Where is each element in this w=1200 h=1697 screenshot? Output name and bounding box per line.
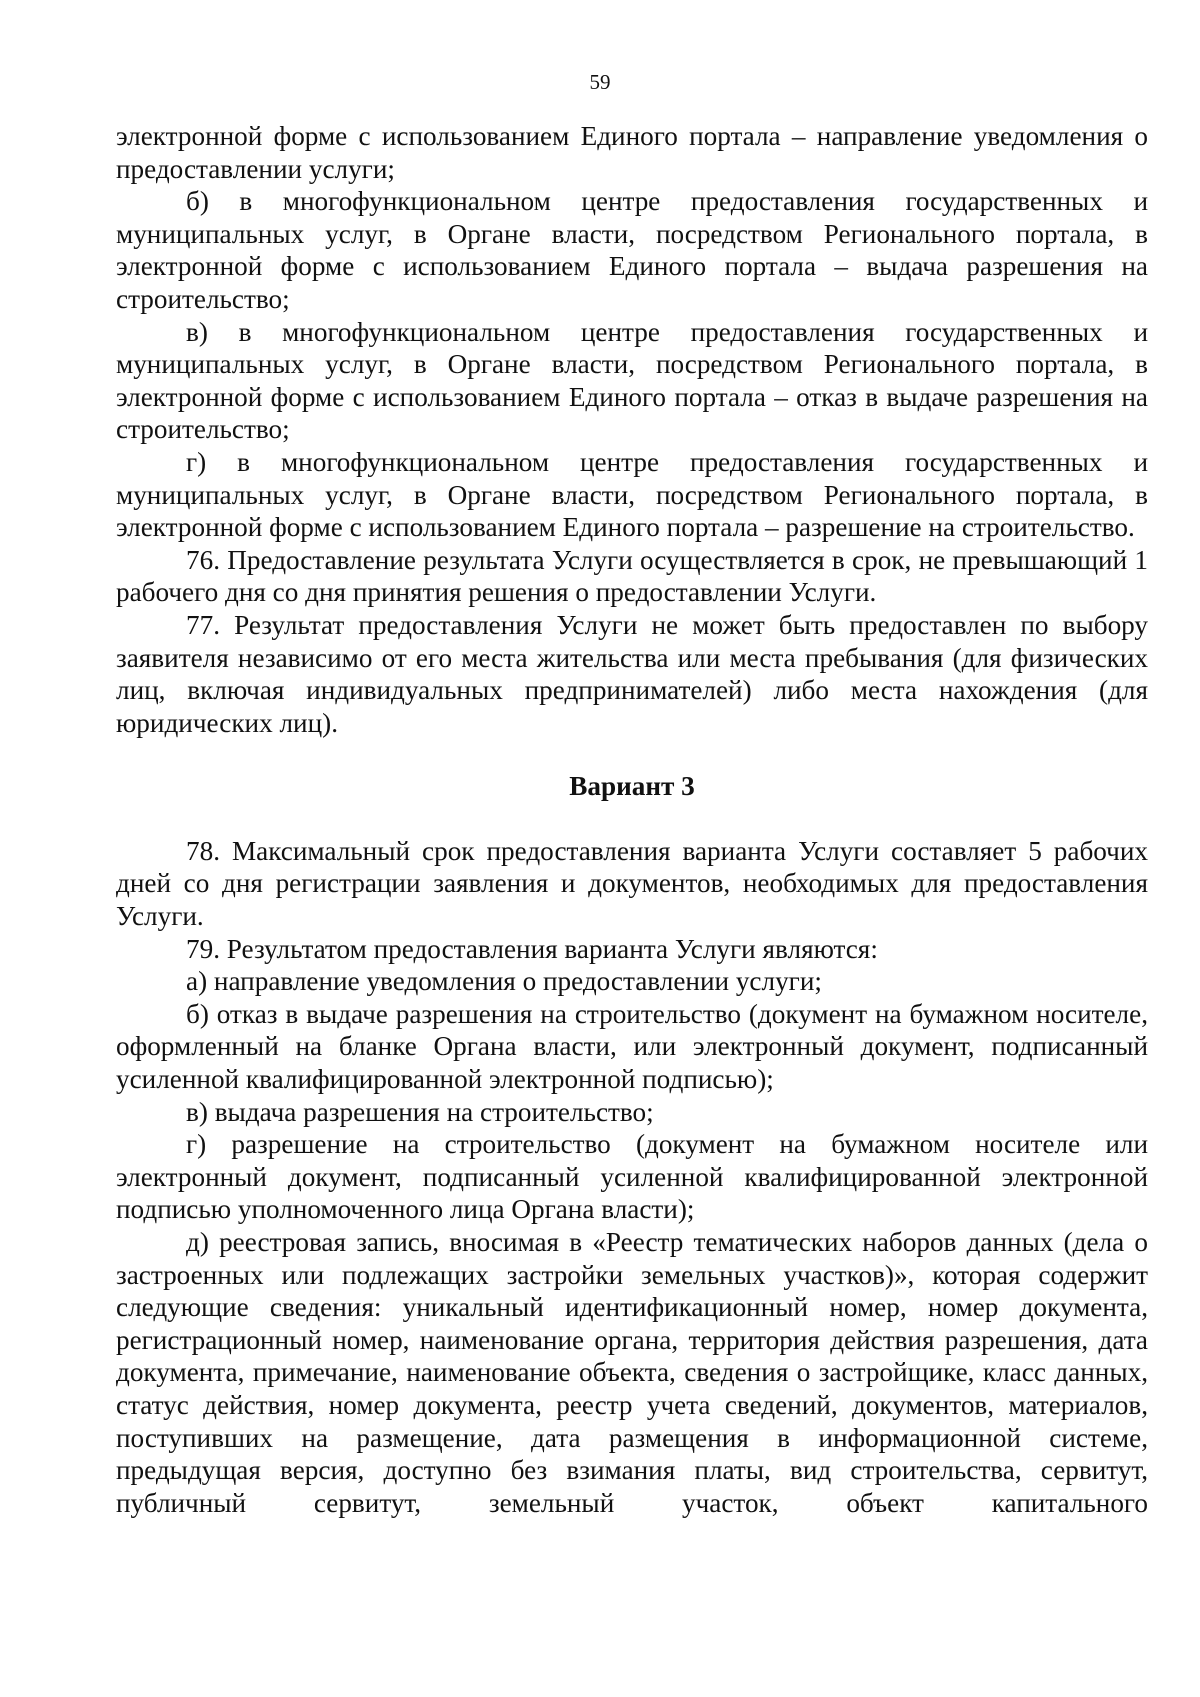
paragraph-item-g: г) в многофункциональном центре предоставления государственных и муниципальных услуг, в Органе власти, посредством Регионального портала, в электронной форме с использованием Единого портала – разрешение на строительство. [116, 446, 1148, 543]
paragraph-76: 76. Предоставление результата Услуги осуществляется в срок, не превышающий 1 рабочего дня со дня принятия решения о предоставлении Услуги. [116, 544, 1148, 608]
result-item-b: б) отказ в выдаче разрешения на строительство (документ на бумажном носителе, оформленный на бланке Органа власти, или электронный документ, подписанный усиленной квалифицированной электронной подписью); [116, 998, 1148, 1095]
paragraph-79: 79. Результатом предоставления варианта Услуги являются: [186, 933, 878, 964]
result-item-g: г) разрешение на строительство (документ на бумажном носителе или электронный документ, подписанный усиленной квалифицированной электронной подписью уполномоченного лица Органа власти); [116, 1129, 1148, 1225]
paragraph-item-v: в) в многофункциональном центре предоставления государственных и муниципальных услуг, в Органе власти, посредством Регионального портала, в электронной форме с использованием Единого портала – отказ в выдаче разрешения на строительство; [116, 316, 1148, 445]
result-item-a: а) направление уведомления о предоставлении услуги; [186, 966, 822, 997]
result-item-d: д) реестровая запись, вносимая в «Реестр тематических наборов данных (дела о застроенных или подлежащих застройки земельных участков)», которая содержит следующие сведения: уникальный идентификационный номер, номер документа, регистрационный номер, наименование органа, территория действия разрешения, дата документа, примечание, наименование объекта, сведения о застройщике, класс данных, статус действия, номер документа, реестр учета сведений, документов, материалов, поступивших на размещение, дата размещения в информационной системе, предыдущая версия, доступно без взимания платы, вид строительства, сервитут, публичный сервитут, земельный участок, объект капитального [116, 1227, 1148, 1518]
section-heading: Вариант 3 [569, 771, 695, 802]
page-number: 59 [589, 70, 611, 94]
paragraph-continuation: электронной форме с использованием Единого портала – направление уведомления о предоставлении услуги; [116, 121, 1148, 184]
paragraph-77: 77. Результат предоставления Услуги не может быть предоставлен по выбору заявителя независимо от его места жительства или места пребывания (для физических лиц, включая индивидуальных предпринимателей) либо места нахождения (для юридических лиц). [116, 609, 1148, 738]
result-item-v: в) выдача разрешения на строительство; [186, 1096, 654, 1127]
paragraph-item-b: б) в многофункциональном центре предоставления государственных и муниципальных услуг, в Органе власти, посредством Регионального портала, в электронной форме с использованием Единого портала – выдача разрешения на строительство; [116, 186, 1148, 314]
paragraph-78: 78. Максимальный срок предоставления варианта Услуги составляет 5 рабочих дней со дня регистрации заявления и документов, необходимых для предоставления Услуги. [116, 835, 1148, 932]
document-body [116, 120, 1148, 1519]
